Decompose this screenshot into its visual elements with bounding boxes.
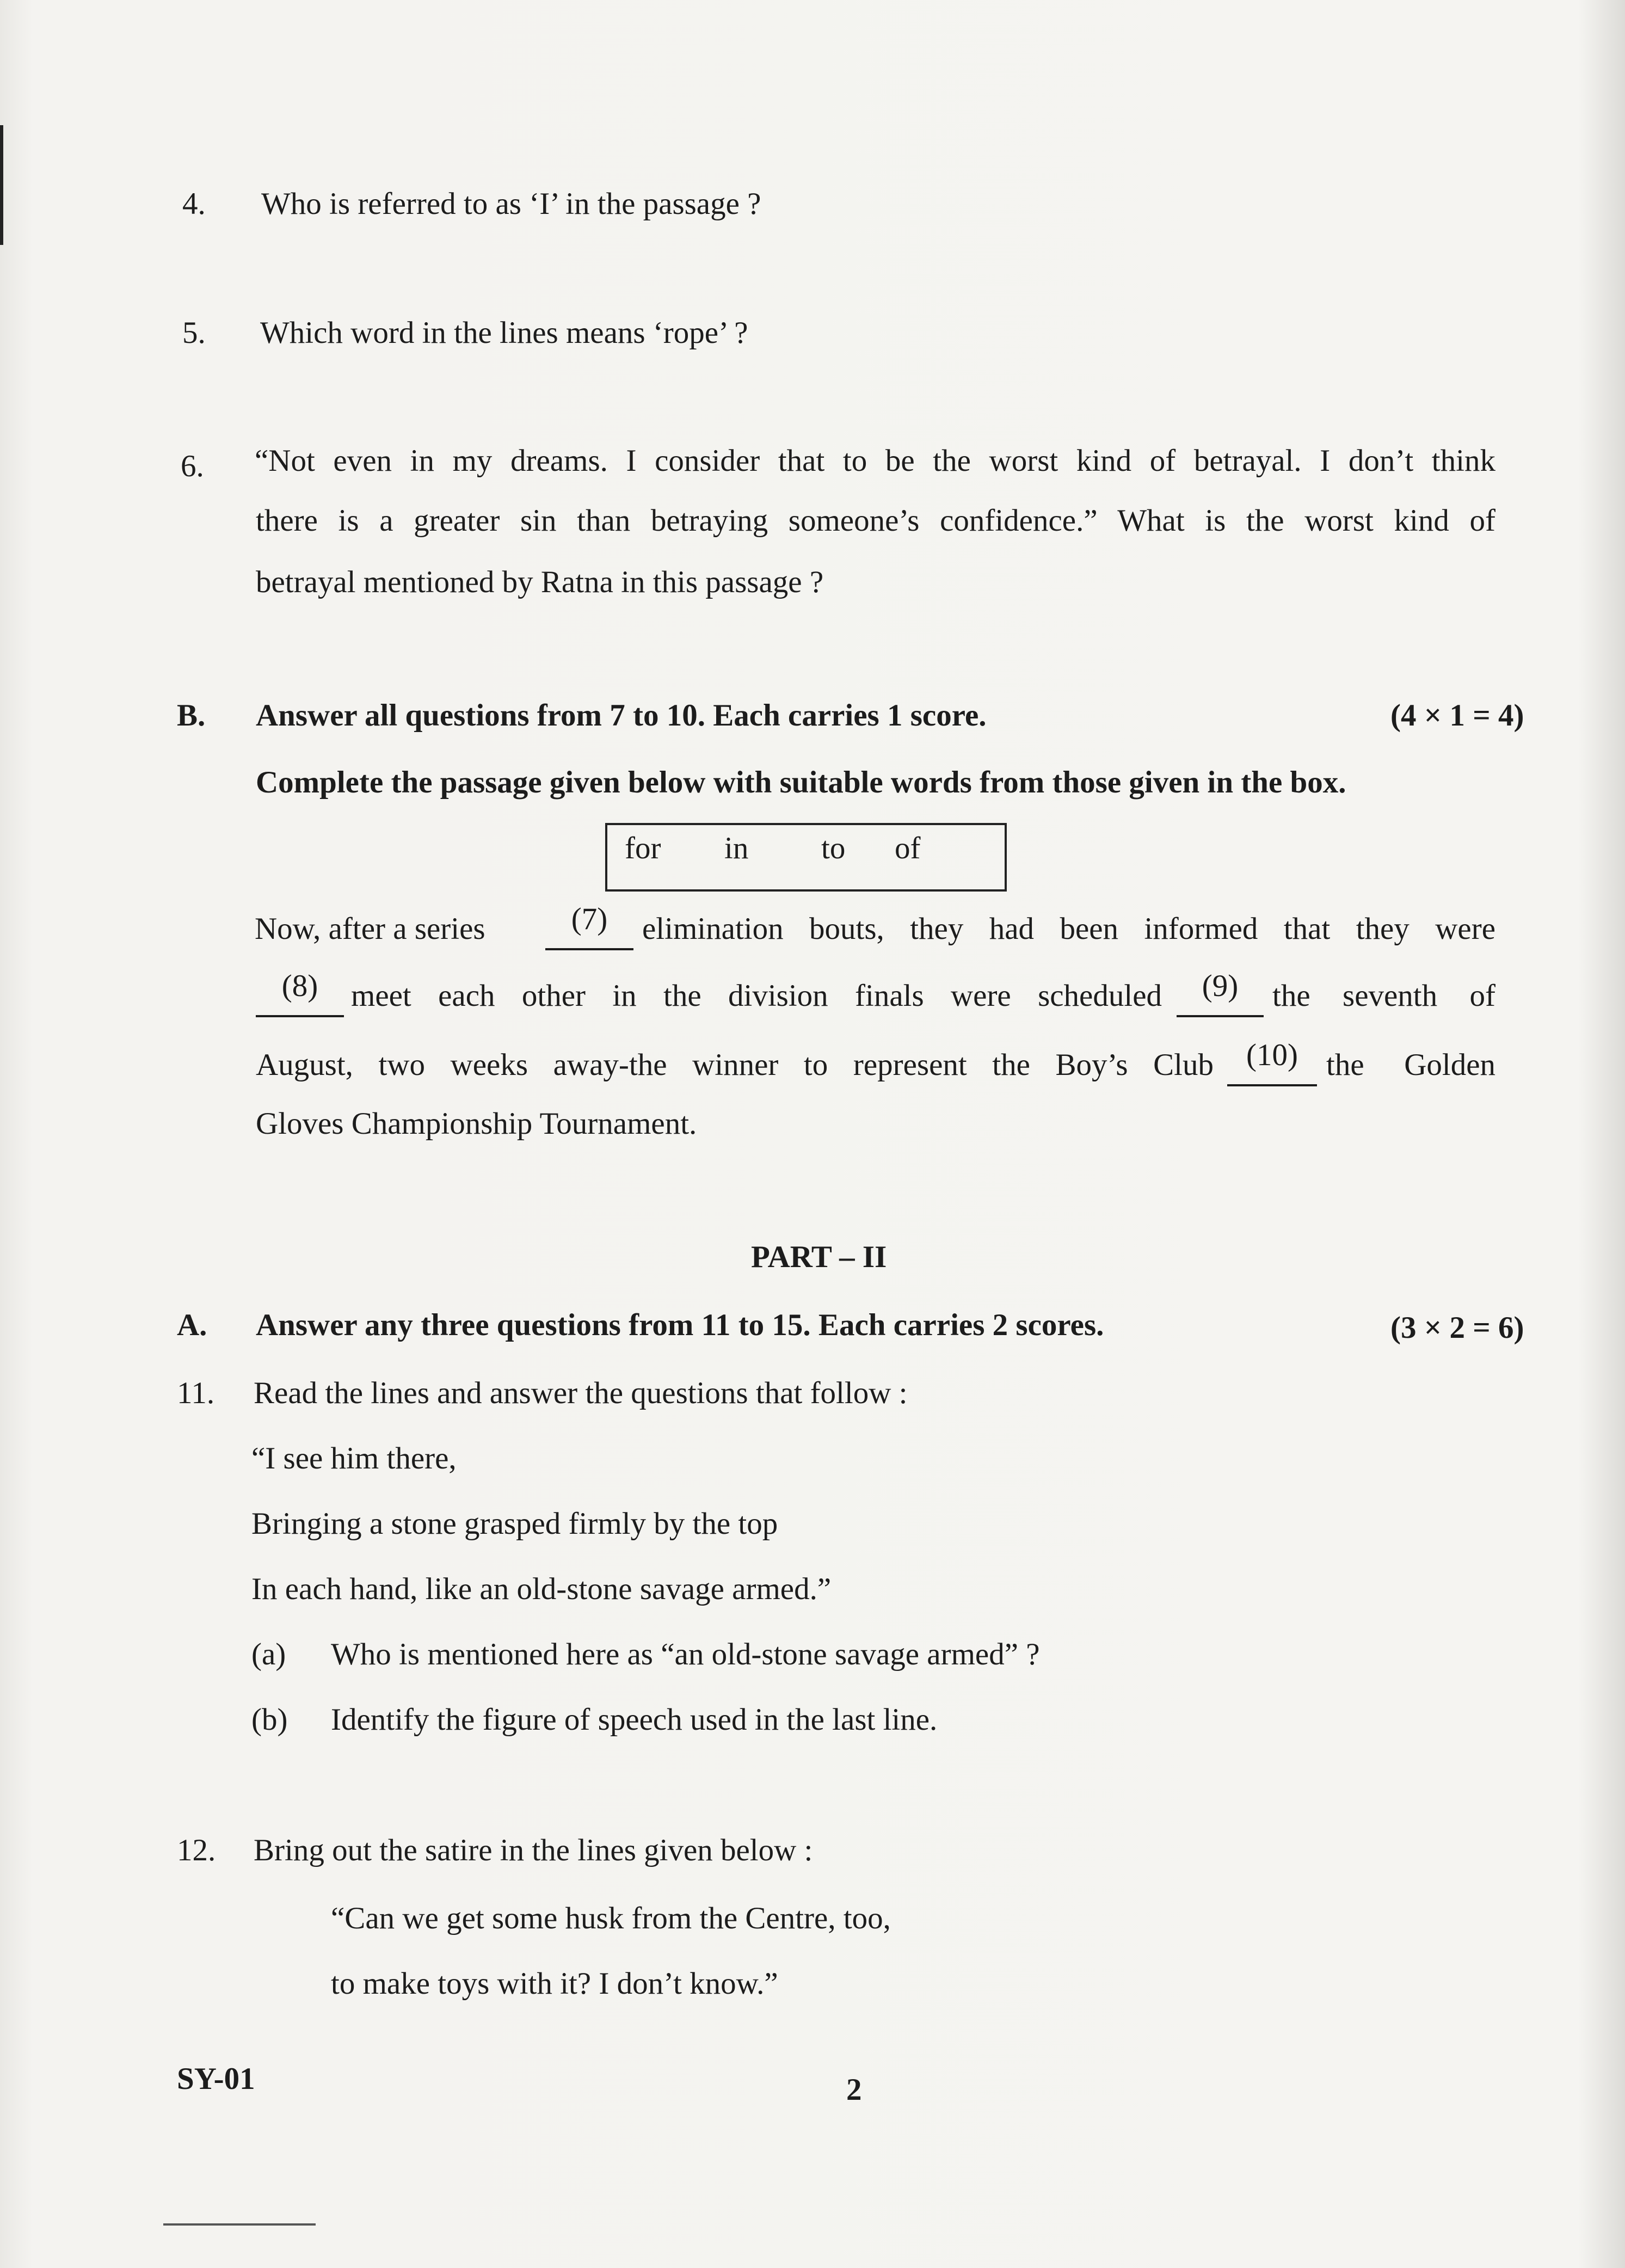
question-12-number: 12. <box>177 1833 216 1867</box>
passage-line-2-start: meet each other in the division finals were scheduled <box>351 979 1162 1013</box>
question-4-number: 4. <box>182 187 206 221</box>
question-5-number: 5. <box>182 316 206 350</box>
scan-bottom-mark <box>163 2223 316 2226</box>
question-11-text: Read the lines and answer the questions that follow : <box>254 1376 908 1410</box>
question-5-text: Which word in the lines means ‘rope’ ? <box>260 316 748 350</box>
blank-9-label: (9) <box>1202 969 1239 1003</box>
passage-line-2-end: the seventh of <box>1272 979 1495 1013</box>
blank-9 <box>1177 969 1264 1017</box>
passage-line-1-end: elimination bouts, they had been informed that they were <box>642 912 1495 946</box>
passage-line-1-start: Now, after a series <box>255 912 485 946</box>
section-b-instruction: Answer all questions from 7 to 10. Each carries 1 score. <box>256 698 987 733</box>
question-12-text: Bring out the satire in the lines given below : <box>254 1833 813 1867</box>
part-2-section-label: A. <box>177 1308 207 1342</box>
poem-line-3: In each hand, like an old-stone savage armed.” <box>251 1572 832 1606</box>
part-2-score: (3 × 2 = 6) <box>1390 1311 1524 1345</box>
blank-8-label: (8) <box>281 969 318 1003</box>
blank-10 <box>1227 1038 1317 1086</box>
question-6-number: 6. <box>181 449 204 483</box>
blank-10-label: (10) <box>1246 1038 1298 1072</box>
part-2-instruction: Answer any three questions from 11 to 15. Each carries 2 scores. <box>256 1308 1104 1342</box>
passage-line-3-end: the Golden <box>1326 1048 1495 1082</box>
passage-line-3-start: August, two weeks away-the winner to represent the Boy’s Club <box>256 1048 1214 1082</box>
word-box-item: of <box>895 831 921 865</box>
blank-8 <box>256 969 344 1017</box>
section-b-label: B. <box>177 698 206 733</box>
blank-7 <box>545 902 633 950</box>
question-11a-text: Who is mentioned here as “an old-stone savage armed” ? <box>331 1637 1040 1671</box>
question-11b-label: (b) <box>251 1702 288 1737</box>
quote-line-2: to make toys with it? I don’t know.” <box>331 1966 778 2001</box>
section-b-score: (4 × 1 = 4) <box>1390 698 1524 733</box>
blank-7-label: (7) <box>571 902 608 936</box>
question-6-line-2: there is a greater sin than betraying someone’s confidence.” What is the worst kind of <box>256 503 1495 538</box>
question-4-text: Who is referred to as ‘I’ in the passage ? <box>261 187 761 221</box>
passage-line-4: Gloves Championship Tournament. <box>256 1107 697 1141</box>
question-11-number: 11. <box>177 1376 215 1410</box>
question-6-line-3: betrayal mentioned by Ratna in this passage ? <box>256 565 824 599</box>
word-box-item: in <box>724 831 749 865</box>
question-6-line-1: “Not even in my dreams. I consider that to be the worst kind of betrayal. I don’t think <box>255 444 1495 478</box>
scan-edge-mark <box>0 125 3 245</box>
question-11b-text: Identify the figure of speech used in the last line. <box>331 1702 938 1737</box>
section-b-sub-instruction: Complete the passage given below with suitable words from those given in the box. <box>256 765 1346 800</box>
word-box-item: for <box>625 831 661 865</box>
part-2-heading: PART – II <box>751 1240 887 1274</box>
word-box <box>605 823 1007 892</box>
poem-line-2: Bringing a stone grasped firmly by the top <box>251 1507 778 1541</box>
paper-code: SY-01 <box>177 2062 255 2096</box>
poem-line-1: “I see him there, <box>251 1441 457 1476</box>
page-number: 2 <box>846 2073 862 2107</box>
question-11a-label: (a) <box>251 1637 286 1671</box>
quote-line-1: “Can we get some husk from the Centre, too, <box>331 1901 891 1935</box>
word-box-item: to <box>821 831 846 865</box>
